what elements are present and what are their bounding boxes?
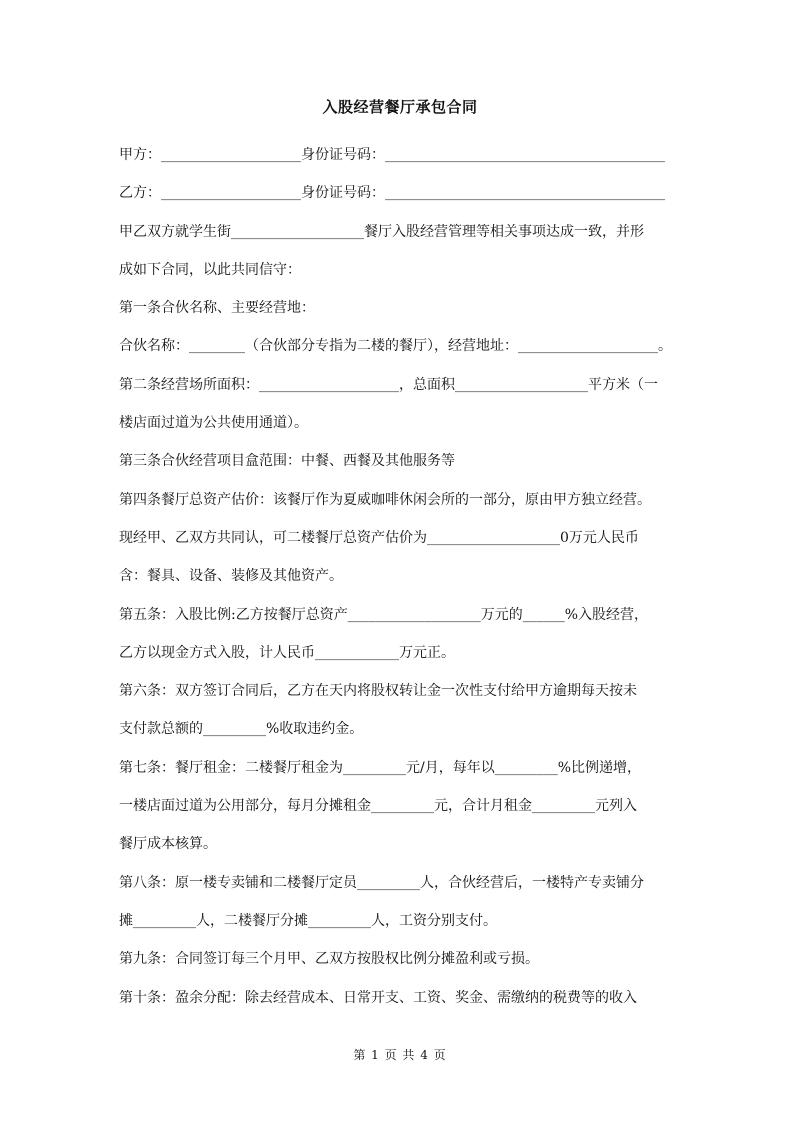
document-title: 入股经营餐厅承包合同 [322, 98, 478, 116]
text-line: 第六条：双方签订合同后，乙方在天内将股权转让金一次性支付给甲方逾期每天按未 [119, 683, 637, 700]
text-line: 第四条餐厅总资产估价：该餐厅作为夏威咖啡休闲会所的一部分，原由甲方独立经营。 [119, 491, 651, 508]
text-line: 一楼店面过道为公用部分，每月分摊租金_________元，合计月租金_________元列入 [119, 798, 637, 815]
text-line: 成如下合同，以此共同信守： [119, 261, 301, 278]
text-line: 摊_________人，二楼餐厅分摊_________人，工资分别支付。 [119, 912, 497, 929]
text-line: 餐厅成本核算。 [119, 836, 217, 853]
text-line: 楼店面过道为公共使用通道）。 [119, 415, 308, 432]
text-line: 第三条合伙经营项目盒范围：中餐、西餐及其他服务等 [119, 453, 455, 470]
text-line: 第五条：入股比例:乙方按餐厅总资产___________________万元的______%入股经营， [119, 606, 649, 623]
text-line: 合伙名称：________（合伙部分专指为二楼的餐厅），经营地址：____________________。 [119, 338, 672, 355]
text-line: 第八条：原一楼专卖铺和二楼餐厅定员_________人，合伙经营后，一楼特产专卖铺分 [119, 874, 644, 891]
text-line: 第十条：盈余分配：除去经营成本、日常开支、工资、奖金、需缴纳的税费等的收入 [119, 989, 637, 1006]
text-line: 支付款总额的_________%收取违约金。 [119, 721, 364, 738]
document-body [119, 136, 682, 1017]
text-line: 乙方：____________________身份证号码：________________________________________ [119, 185, 665, 202]
text-line: 含：餐具、设备、装修及其他资产。 [119, 568, 343, 585]
text-line: 第七条：餐厅租金：二楼餐厅租金为_________元/月，每年以_________%比例递增， [119, 759, 642, 776]
text-line: 甲方：____________________身份证号码：________________________________________ [119, 147, 665, 163]
text-line: 现经甲、乙双方共同认，可二楼餐厅总资产估价为___________________0万元人民币 [119, 529, 639, 546]
text-line: 第一条合伙名称、主要经营地： [119, 300, 315, 317]
text-line: 第九条：合同签订每三个月甲、乙双方按股权比例分摊盈利或亏损。 [119, 951, 539, 968]
page-number-footer: 第 1 页 共 4 页 [353, 1048, 447, 1062]
text-line: 甲乙双方就学生街___________________餐厅入股经营管理等相关事项达成一致，并形 [119, 223, 644, 240]
text-line: 第二条经营场所面积：____________________，总面积___________________平方米（一 [119, 376, 658, 393]
text-line: 乙方以现金方式入股，计人民币____________万元正。 [119, 644, 455, 661]
